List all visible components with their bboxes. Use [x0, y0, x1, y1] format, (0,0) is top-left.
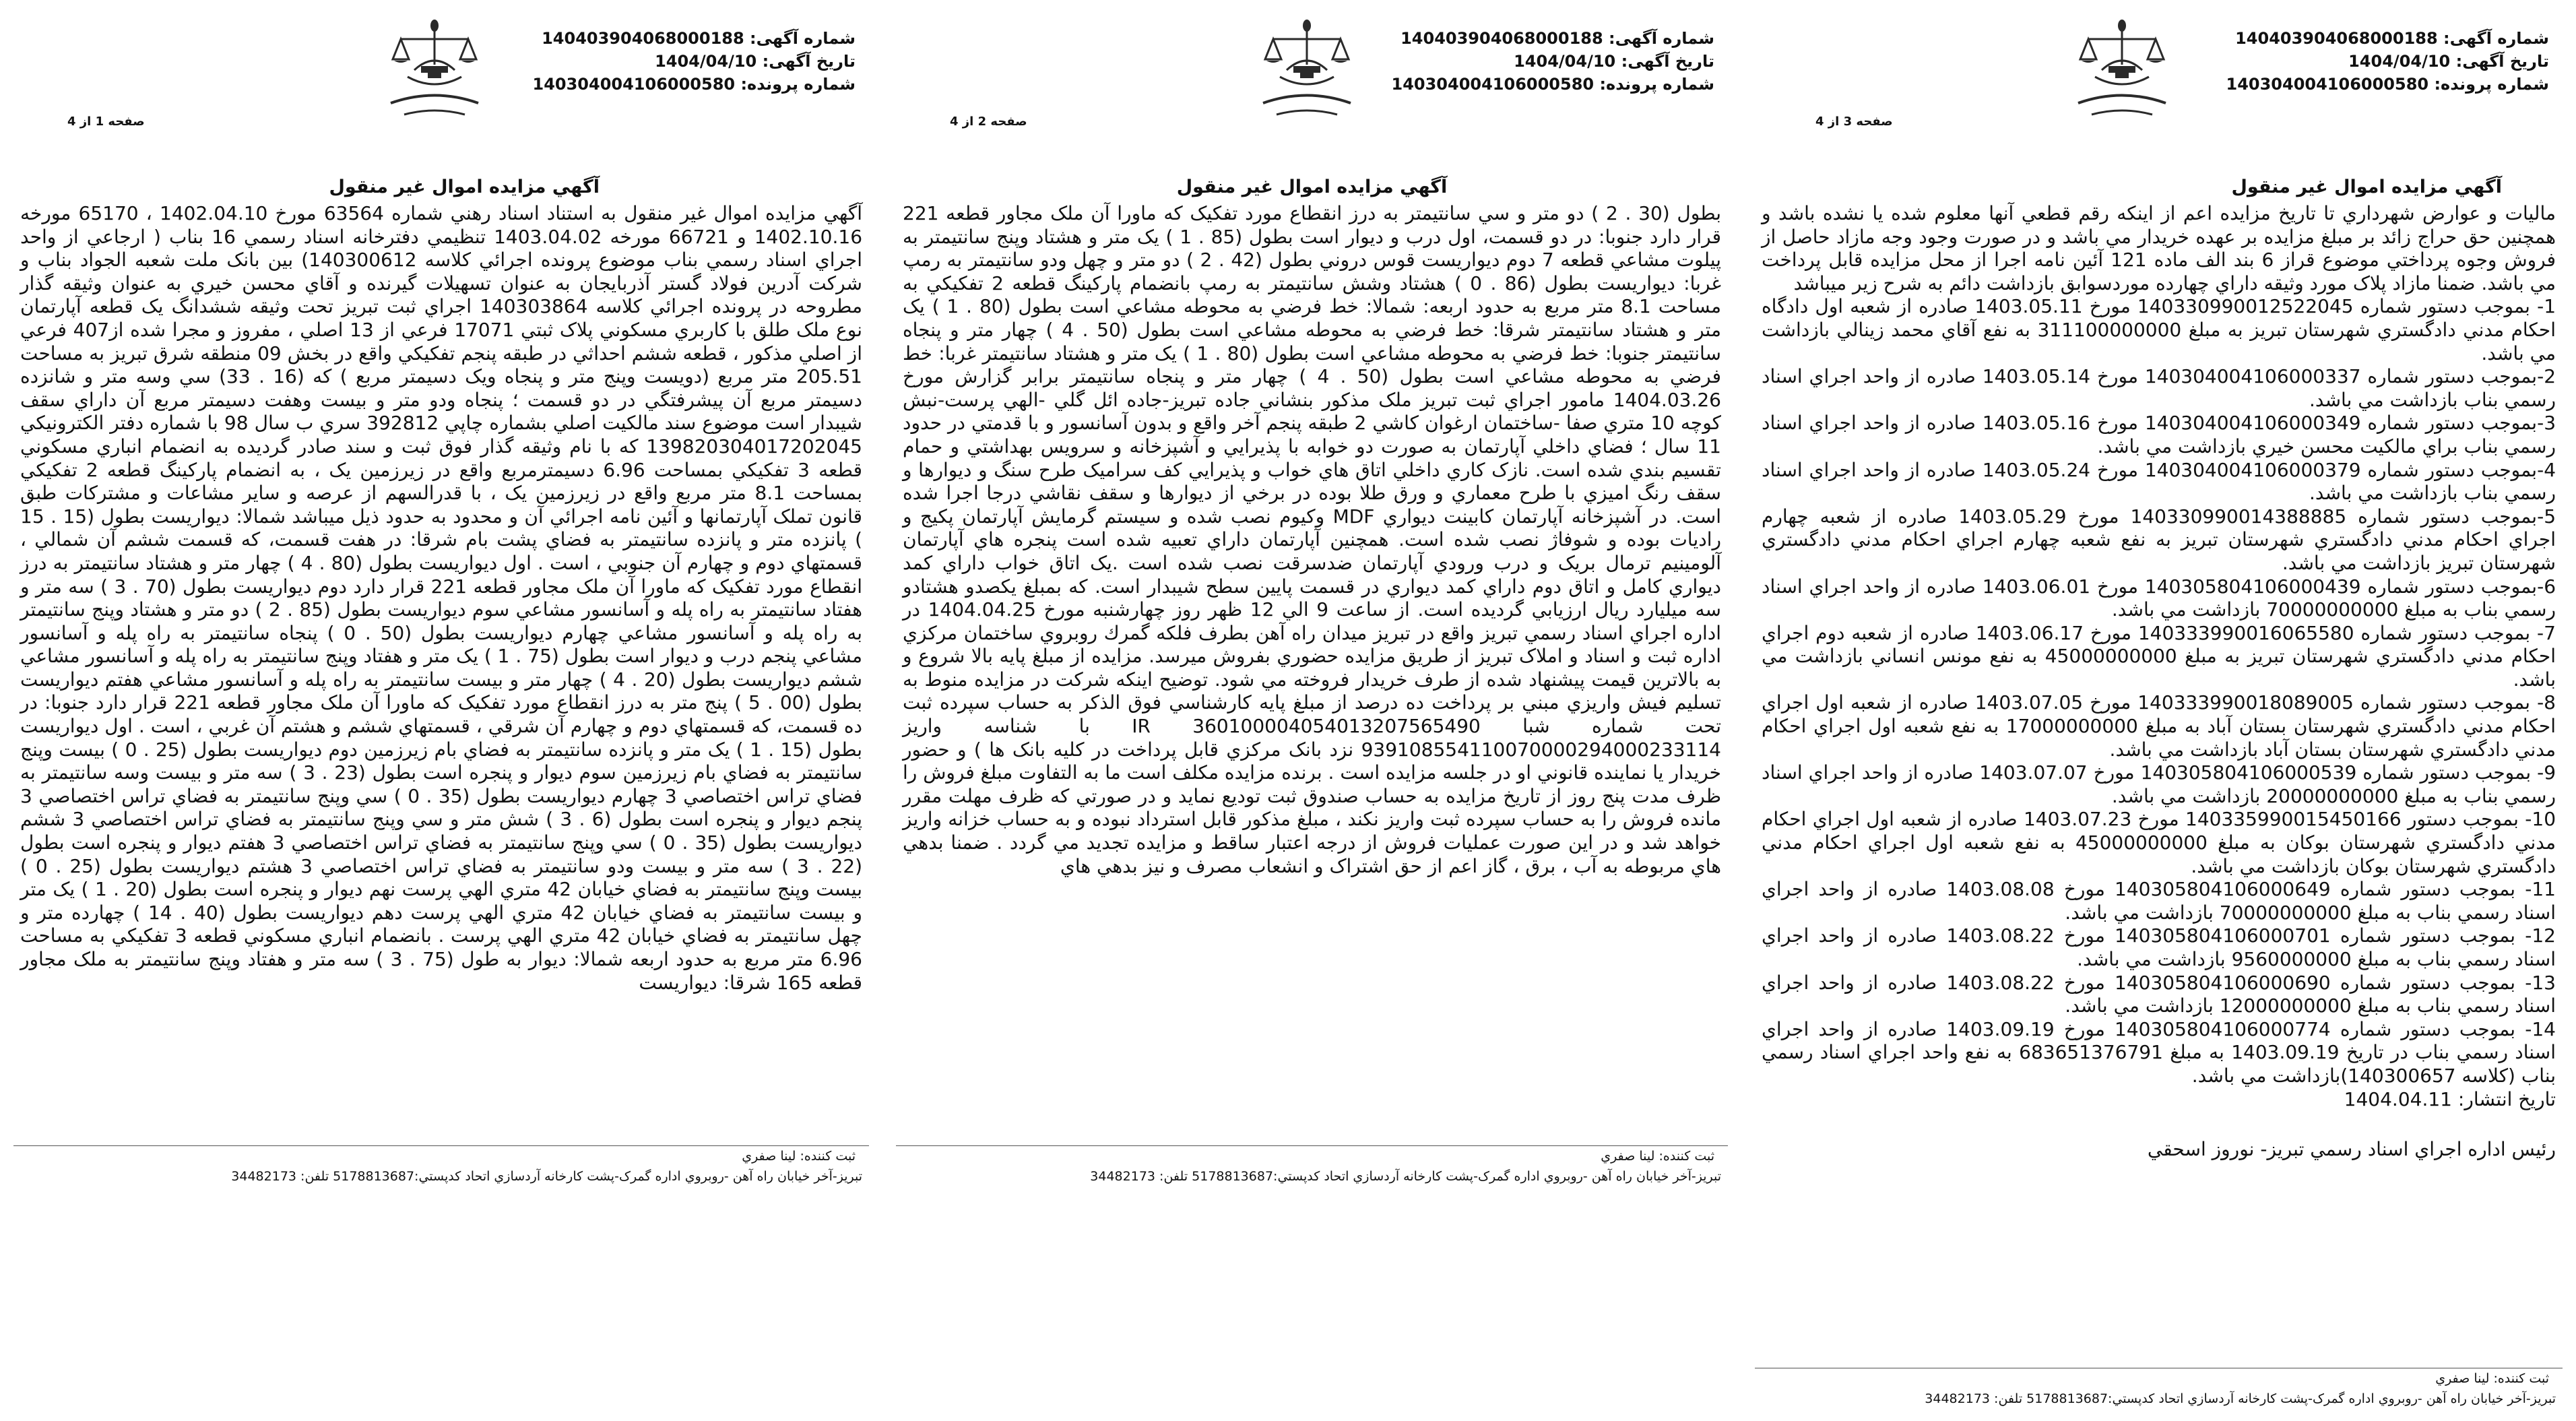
iran-judiciary-emblem-icon [1246, 12, 1367, 127]
iran-judiciary-emblem-icon [2061, 12, 2183, 127]
file-number: شماره پرونده: 140304004106000580 [1391, 75, 1714, 94]
seizure-list [1762, 202, 2556, 1162]
list-item: 1- بموجب دستور شماره 140330990012522045 مورخ 1403.05.11 صادره از شعبه اول دادگاه احكام مدني دادگستري شهرستان تبريز به مبلغ 311100000000 به نفع آقاي محمد زينالي بازداشت مي باشد. [1762, 295, 2556, 365]
page-2-of-4 [882, 0, 1741, 1421]
page-3-of-4 [1741, 0, 2576, 1421]
publish-date: تاريخ انتشار: 1404.04.11 [2344, 1087, 2556, 1110]
page-number: صفحه 3 از 4 [1815, 115, 1893, 129]
list-item: 6-بموجب دستور شماره 140305804106000439 مورخ 1403.06.01 صادره از واحد اجراي اسناد رسمي بناب به مبلغ 70000000000 بازداشت مي باشد. [1762, 575, 2556, 621]
list-item: 13- بموجب دستور شماره 140305804106000690 مورخ 1403.08.22 صادره از واحد اجراي اسناد رسمي بناب به مبلغ 12000000000 بازداشت مي باشد. [1762, 971, 2556, 1017]
signature: رئيس اداره اجراي اسناد رسمي تبريز- نوروز اسحقي [2147, 1138, 2556, 1161]
body-paragraph: آگهي مزايده اموال غير منقول به استناد اسناد رهني شماره 63564 مورخ 1402.04.10 ، 65170 مورخه 1402.10.16 و 66721 مورخه 1403.04.02 تنظيمي دفترخانه اسناد رسمي 16 بناب ( ارجاعي از واحد اجراي اسناد رسمي بناب موضوع پرونده اجرائي كلاسه 140300612) بين بانک ملت شعبه الجواد بناب و شركت آدرين فولاد گستر آذربايجان به عنوان تسهيلات گيرنده و آقاي محسن خيري به عنوان وثيقه گذار مطروحه در پرونده اجرائي كلاسه 140303864 اجراي ثبت تبريز تحت وثيقه ششدانگ يک قطعه آپارتمان نوع ملک طلق با كاربري مسكوني پلاک ثبتي 17071 فرعي از 13 اصلي ، مفروز و مجرا شده از407 فرعي از اصلي مذكور ، قطعه ششم احداثي در طبقه پنجم تفكيكي واقع در بخش 09 منطقه شرق تبريز به مساحت 205.51 متر مربع (دويست وپنج متر و پنجاه ويک دسيمتر مربع ) كه (16 . 33) سي وسه متر و شانزده دسيمتر مربع آن پيشرفتگي در دو قسمت ؛ پنجاه ودو متر و بيست وهفت دسيمتر مربع آن داراي سقف شيبدار است موضوع سند مالكيت اصلي بشماره چاپي 392812 سري ب سال 98 با شماره دفتر الكترونيكي 139820304017202045 كه با نام وثيقه گذار فوق ثبت و سند صادر گرديده به انضمام انباري مسكوني قطعه 3 تفكيكي بمساحت 6.96 دسيمترمربع واقع در زيرزمين يک ، به انضمام پاركينگ قطعه 2 تفكيكي بمساحت 8.1 متر مربع واقع در زيرزمين يک ، با قدرالسهم از عرصه و ساير مشاعات و مشتركات طبق قانون تملک آپارتمانها و آئين نامه اجرائي آن و محدود به حدود ذيل ميباشد شمالا: ديواريست بطول (15 . 15 ) پانزده متر و پانزده سانتيمتر به فضاي پشت بام شرقا: در هفت قسمت، كه قسمت ششم آن شمالي ، قسمتهاي دوم و چهارم آن جنوبي ، است . اول ديواريست بطول (80 . 4 ) چهار متر و هشتاد سانتيمتر به درز انقطاع مورد تفكيک كه ماورا آن ملک مجاور قطعه 221 قرار دارد دوم ديواريست بطول (70 . 3 ) سه متر و هفتاد سانتيمتر به راه پله و آسانسور مشاعي سوم ديواريست بطول (85 . 2 ) دو متر و هشتاد وپنج سانتيمتر به راه پله و آسانسور مشاعي چهارم ديواريست بطول (50 . 0 ) پنجاه سانتيمتر به راه پله و آسانسور مشاعي پنجم درب و ديوار است بطول (75 . 1 ) يک متر و هفتاد وپنج سانتيمتر به راه پله و آسانسور مشاعي ششم ديواريست بطول (20 . 4 ) چهار متر و بيست سانتيمتر به راه پله و آسانسور مشاعي هفتم ديواريست بطول (00 . 5 ) پنج متر به درز انقطاع مورد تفكيک كه ماورا آن ملک مجاور قطعه 221 قرار دارد جنوبا: در ده قسمت، كه قسمتهاي دوم و چهارم آن شرقي ، قسمتهاي ششم و هشتم آن غربي ، است . اول ديواريست بطول (15 . 1 ) يک متر و پانزده سانتيمتر به فضاي بام زيرزمين دوم ديواريست بطول (25 . 0 ) بيست وپنج سانتيمتر به فضاي بام زيرزمين سوم ديوار و پنجره است بطول (23 . 3 ) سه متر و بيست وسه سانتيمتر به فضاي تراس اختصاصي 3 چهارم ديواريست بطول (35 . 0 ) سي وپنج سانتيمتر به فضاي تراس اختصاصي 3 پنجم ديوار و پنجره است بطول (6 . 3 ) شش متر و سي وپنج سانتيمتر به فضاي تراس اختصاصي 3 ششم ديواريست بطول (35 . 0 ) سي وپنج سانتيمتر به فضاي تراس اختصاصي 3 هفتم ديوار و پنجره است بطول (22 . 3 ) سه متر و بيست ودو سانتيمتر به فضاي تراس اختصاصي 3 هشتم ديواريست بطول (25 . 0 ) بيست وپنج سانتيمتر به فضاي خيابان 42 متري الهي پرست نهم ديوار و پنجره است بطول (20 . 1 ) يک متر و بيست سانتيمتر به فضاي خيابان 42 متري الهي پرست دهم ديواريست بطول (40 . 14 ) چهارده متر و چهل سانتيمتر به فضاي خيابان 42 متري الهي پرست . بانضمام انباري مسكوني قطعه 3 تفكيكي به مساحت 6.96 متر مربع به حدود اربعه شمالا: ديوار به طول (75 . 3 ) سه متر و هفتاد وپنج سانتيمتر به ملک مجاور قطعه 165 شرقا: ديواريست [20, 202, 863, 994]
page-footer [13, 1145, 869, 1184]
list-item: 7- بموجب دستور شماره 140333990016065580 مورخ 1403.06.17 صادره از شعبه دوم اجراي احكام مدني دادگستري شهرستان تبريز به مبلغ 45000000000 به نفع مونس انساني بازداشت مي باشد. [1762, 621, 2556, 691]
signer-name: لينا صفري [742, 1149, 796, 1164]
list-item: 8- بموجب دستور شماره 140333990018089005 مورخ 1403.07.05 صادره از شعبه اول اجراي احكام مدني دادگستري شهرستان بستان آباد به مبلغ 17000000000 به نفع شعبه اول اجراي احكام مدني دادگستري شهرستان بستان آباد بازداشت مي باشد. [1762, 691, 2556, 761]
signer-label: ثبت كننده: [2493, 1371, 2549, 1386]
intro-paragraph: ماليات و عوارض شهرداري تا تاريخ مزايده اعم از اينكه رقم قطعي آنها معلوم شده يا نشده باشد و همچنين حق حراج زائد بر مبلغ مزايده بر عهده خريدار مي باشد و در صورت وجود وجه مازاد حاصل از فروش وجوه پرداختي موضوع قراز 6 بند الف ماده 121 آئين نامه اجرا از محل مزايده قابل پرداخت مي باشد. ضمنا مازاد پلاک مورد وثيقه داراي چهارده موردسوابق بازداشت دائم به شرح زير ميباشد [1762, 202, 2556, 294]
emblem-graphic [2061, 12, 2183, 127]
list-item: 3-بموجب دستور شماره 140304004106000349 مورخ 1403.05.16 صادره از واحد اجراي اسناد رسمي بناب براي مالکيت محسن خيري بازداشت مي باشد. [1762, 412, 2556, 457]
footer-address: تبريز-آخر خيابان راه آهن -روبروي اداره گمرک-پشت كارخانه آردسازي اتحاد كدپستي:5178813687 تلفن: 34482173 [1090, 1169, 1721, 1184]
signer-label: ثبت كننده: [800, 1149, 856, 1164]
list-item: 12- بموجب دستور شماره 140305804106000701 مورخ 1403.08.22 صادره از واحد اجراي اسناد رسمي بناب به مبلغ 9560000000 بازداشت مي باشد. [1762, 924, 2556, 970]
footer-address: تبريز-آخر خيابان راه آهن -روبروي اداره گمرک-پشت كارخانه آردسازي اتحاد كدپستي:5178813687 تلفن: 34482173 [1925, 1391, 2556, 1406]
list-item: 14- بموجب دستور شماره 140305804106000774 مورخ 1403.09.19 صادره از واحد اجراي اسناد رسمي بناب در تاريخ 1403.09.19 به مبلغ 683651376791 به نفع واحد اجراي اسناد رسمي بناب (كلاسه 140300657)بازداشت مي باشد. [1762, 1017, 2556, 1087]
page-footer [1755, 1368, 2563, 1406]
notice-title: آگهي مزايده اموال غير منقول [329, 177, 600, 197]
ad-date: تاریخ آگهی: 1404/04/10 [1514, 52, 1714, 71]
footer-divider [896, 1145, 1728, 1146]
ad-number: شماره آگهی: 140403904068000188 [1400, 29, 1714, 48]
page-footer [896, 1145, 1728, 1184]
page-number: صفحه 2 از 4 [950, 115, 1027, 129]
list-item: 5-بموجب دستور شماره 140330990014388885 مورخ 1403.05.29 صادره از شعبه چهارم اجراي احكام مدني دادگستري شهرستان تبريز به نفع شعبه چهارم اجراي احكام مدني دادگستري شهرستان تبريز بازداشت مي باشد. [1762, 505, 2556, 574]
signer [13, 1149, 869, 1164]
signer-label: ثبت كننده: [1659, 1149, 1714, 1164]
file-number: شماره پرونده: 140304004106000580 [532, 75, 856, 94]
notice-body [903, 202, 1721, 878]
ad-number: شماره آگهی: 140403904068000188 [2235, 29, 2549, 48]
ad-meta [532, 27, 856, 96]
page-1-of-4 [0, 0, 882, 1421]
ad-meta [2226, 27, 2549, 96]
page-header [1741, 0, 2576, 162]
list-item: 10- بموجب دستور 140335990015450166 مورخ 1403.07.23 صادره از شعبه اول اجراي احكام مدني دادگستري شهرستان بوكان به مبلغ 45000000000 به نفع شعبه اول اجراي احكام مدني دادگستري شهرستان بوكان بازداشت مي باشد. [1762, 808, 2556, 877]
ad-number: شماره آگهی: 140403904068000188 [542, 29, 856, 48]
ad-date: تاریخ آگهی: 1404/04/10 [655, 52, 856, 71]
page-header [0, 0, 882, 162]
ad-date: تاریخ آگهی: 1404/04/10 [2348, 52, 2549, 71]
page-number: صفحه 1 از 4 [67, 115, 145, 129]
signer [1755, 1371, 2563, 1386]
notice-body [20, 202, 862, 994]
page-header [882, 0, 1741, 162]
notice-title: آگهي مزايده اموال غير منقول [1176, 177, 1448, 197]
list-item: 4-بموجب دستور شماره 140304004106000379 مورخ 1403.05.24 صادره از واحد اجراي اسناد رسمي بناب بازداشت مي باشد. [1762, 458, 2556, 505]
emblem-graphic [374, 12, 495, 127]
signer-name: لينا صفري [2435, 1371, 2490, 1386]
ad-meta [1391, 27, 1714, 96]
list-item: 9- بموجب دستور شماره 140305804106000539 مورخ 1403.07.07 صادره از واحد اجراي اسناد رسمي بناب به مبلغ 20000000000 بازداشت مي باشد. [1762, 761, 2556, 807]
emblem-graphic [1246, 12, 1367, 127]
body-paragraph: بطول (30 . 2 ) دو متر و سي سانتيمتر به درز انقطاع مورد تفكيک كه ماورا آن ملک مجاور قطعه 221 قرار دارد جنوبا: در دو قسمت، اول درب و ديوار است بطول (85 . 1 ) يک متر و هشتاد وپنج سانتيمتر به پيلوت مشاعي قطعه 7 دوم ديواريست قوس دروني بطول (42 . 2 ) دو متر و چهل ودو سانتيمتر به رمپ غربا: ديواريست بطول (86 . 0 ) هشتاد وشش سانتيمتر به رمپ بانضمام پاركينگ قطعه 2 تفكيكي به مساحت 8.1 متر مربع به حدود اربعه: شمالا: خط فرضي به محوطه مشاعي است بطول (80 . 1 ) يک متر و هشتاد سانتيمتر شرقا: خط فرضي به محوطه مشاعي است بطول (50 . 4 ) چهار متر و پنجاه سانتيمتر جنوبا: خط فرضي به محوطه مشاعي است بطول (80 . 1 ) يک متر و هشتاد سانتيمتر غربا: خط فرضي به محوطه مشاعي است بطول (50 . 4 ) چهار متر و پنجاه سانتيمتر برابر گزارش مورخ 1404.03.26 مامور اجراي ثبت تبريز ملک مذكور بنشاني جاده تبريز-جاده ائل گلي -الهي پرست-نبش كوچه 10 متري صفا -ساختمان ارغوان كاشي 2 طبقه پنجم آخر واقع و بدون آسانسور و با قدمتي در حدود 11 سال ؛ فضاي داخلي آپارتمان به صورت دو خوابه با پذيرايي و آشپزخانه و سرويس بهداشتي و حمام تقسيم بندي شده است. نازک كاري داخلي اتاق هاي خواب و پذيرايي كف سراميک طرح سنگ و ديوارها و سقف رنگ اميزي با طرح معماري و ورق طلا بوده در برخي از ديوارها و سقف نقاشي درجا اجرا شده است. در آشپزخانه آپارتمان كابينت ديواري MDF وكيوم نصب شده و سيستم گرمايش آپارتمان پكيج و راديات بوده و شوفاژ نصب شده است. همچنين آپارتمان داراي تعبيه شده است پنجره هاي آپارتمان آلومينيم ترمال بريک و درب ورودي آپارتمان ضدسرقت نصب شده است .يک اتاق خواب داراي كمد ديواري كامل و اتاق دوم داراي كمد ديواري در قسمت پايين سطح شيبدار است. كه بمبلغ يكصدو هشتادو سه ميليارد ريال ارزيابي گرديده است. از ساعت 9 الي 12 ظهر روز چهارشنبه مورخ 1404.04.25 در اداره اجراي اسناد رسمي تبريز واقع در تبريز ميدان راه آهن بطرف فلكه گمرك روبروي ساختمان مركزي اداره ثبت و اسناد و املاک تبريز از طريق مزايده حضوري بفروش ميرسد. مزايده از مبلغ پايه بالا شروع و به بالاترين قيمت پيشنهاد شده از طرف خريدار فروخته مي شود. توضيح اينكه شركت در مزايده منوط به تسليم فيش واريزي مبني بر پرداخت ده درصد از مبلغ پايه كارشناسي فوق الذكر به حساب سپرده ثبت تحت شماره شبا IR 360100004054013207565490 با شناسه واريز 939108554110070000294000233114 نزد بانک مركزي قابل پرداخت در كليه بانک ها ) و حضور خريدار يا نماينده قانوني او در جلسه مزايده است . برنده مزايده مكلف است ما به التفاوت مبلغ فروش را ظرف مدت پنج روز از تاريخ مزايده به حساب صندوق ثبت توديع نمايد و در صورتي كه ظرف مهلت مقرر مانده فروش را به حساب سپرده ثبت واريز نكند ، مبلغ مذكور قابل استرداد نبوده و به حساب خزانه واريز خواهد شد و در اين صورت عمليات فروش از درجه اعتبار ساقط و مزايده تجديد مي گردد . ضمنا بدهي هاي مربوطه به آب ، برق ، گاز اعم از حق اشتراک و انشعاب مصرف و نيز بدهي هاي [903, 202, 1722, 877]
signer-name: لينا صفري [1601, 1149, 1655, 1164]
signer [896, 1149, 1728, 1164]
iran-judiciary-emblem-icon [374, 12, 495, 127]
notice-title: آگهي مزايده اموال غير منقول [2231, 177, 2502, 197]
file-number: شماره پرونده: 140304004106000580 [2226, 75, 2549, 94]
footer-address: تبريز-آخر خيابان راه آهن -روبروي اداره گمرک-پشت كارخانه آردسازي اتحاد كدپستي:5178813687 تلفن: 34482173 [231, 1169, 862, 1184]
list-item: 2-بموجب دستور شماره 140304004106000337 مورخ 1403.05.14 صادره از واحد اجراي اسناد رسمي بناب بازداشت مي باشد. [1762, 365, 2556, 411]
footer-divider [13, 1145, 869, 1146]
list-item: 11- بموجب دستور شماره 140305804106000649 مورخ 1403.08.08 صادره از واحد اجراي اسناد رسمي بناب به مبلغ 70000000000 بازداشت مي باشد. [1762, 878, 2556, 924]
